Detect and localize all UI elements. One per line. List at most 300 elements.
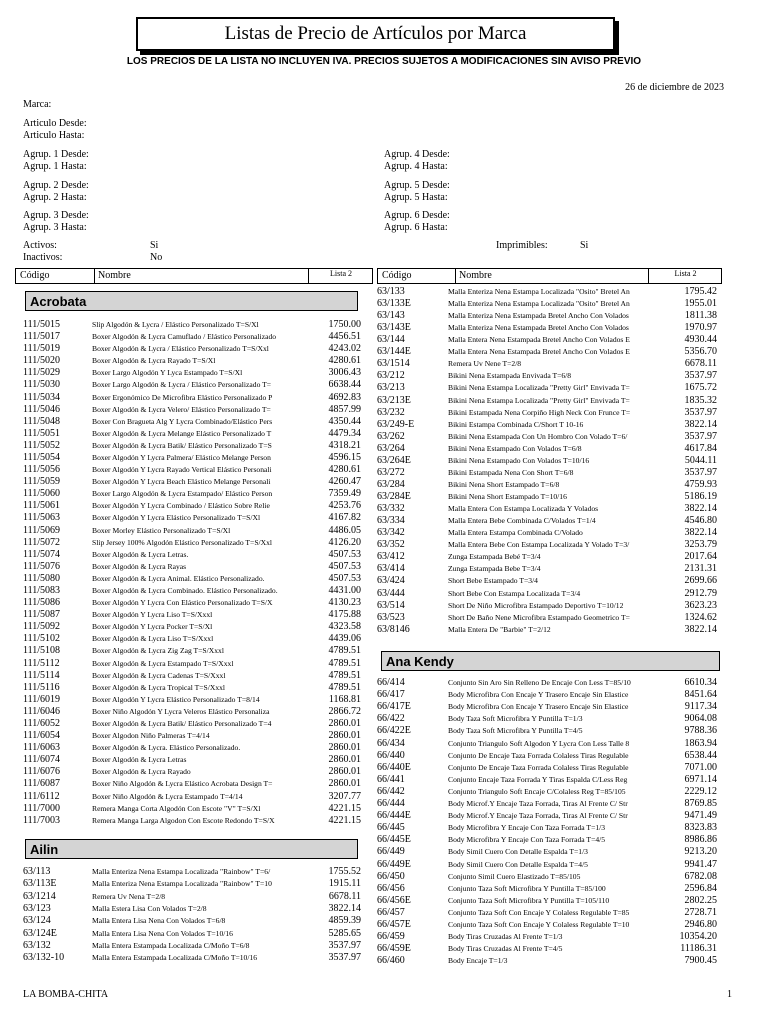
filter-agrup6-hasta: Agrup. 6 Hasta: (384, 222, 448, 233)
item-code: 63/144E (377, 346, 411, 358)
filter-inactivos-label: Inactivos: (23, 252, 63, 263)
item-name: Boxer Algodón & Lycra Zig Zag T=S/Xxxl (92, 646, 224, 656)
item-row (23, 878, 361, 890)
item-row (23, 891, 361, 903)
item-row (377, 871, 717, 883)
item-row (377, 443, 717, 455)
item-name: Boxer Algodón & Lycra Letras (92, 755, 187, 765)
item-name: Body Simil Cuero Con Detalle Espalda T=4/5 (448, 859, 588, 869)
item-name: Malla Entera Bebe Combinada C/Volados T=1/4 (448, 516, 596, 526)
item-price: 3207.77 (328, 790, 361, 802)
item-row (23, 512, 361, 524)
item-row (377, 419, 717, 431)
item-code: 66/460 (377, 955, 405, 967)
item-price: 4439.06 (328, 633, 361, 645)
item-name: Body Taza Soft Microfibra Y Puntilla T=4/5 (448, 726, 583, 736)
item-code: 66/414 (377, 677, 405, 688)
item-price: 4175.88 (328, 609, 361, 621)
item-row (23, 621, 361, 633)
item-name: Short De Baño Nene Microfibra Estampado Geometrico T= (448, 612, 630, 622)
column-lista: Lista 2 (308, 269, 373, 283)
item-price: 3537.97 (328, 939, 361, 951)
item-price: 4692.83 (328, 391, 361, 403)
filter-agrup5-hasta: Agrup. 5 Hasta: (384, 192, 448, 203)
item-name: Conjunto Encaje Taza Forrada Y Tiras Espalda C/Less Reg (448, 774, 628, 784)
item-row (377, 834, 717, 846)
item-price: 5285.65 (328, 927, 361, 939)
item-name: Boxer Algodón & Lycra Rayado T=S/Xl (92, 356, 216, 366)
item-name: Body Microfibra Con Encaje Y Trasero Encaje Sin Elastice (448, 690, 629, 700)
item-row (377, 527, 717, 539)
item-name: Body Microfibra Y Encaje Con Taza Forrada T=4/5 (448, 835, 606, 845)
item-code: 63/334 (377, 515, 405, 527)
item-price: 7359.49 (328, 488, 361, 500)
item-code: 111/5102 (23, 633, 61, 645)
column-codigo: Código (382, 270, 412, 281)
item-name: Short De Niño Microfibra Estampado Deportivo T=10/12 (448, 600, 624, 610)
filter-imprimibles-value: Si (580, 240, 589, 251)
item-code: 63/113E (23, 878, 57, 890)
item-name: Bikini Nena Estampa Localizada "Pretty Girl" Envivada T= (448, 395, 630, 405)
item-row (23, 645, 361, 657)
item-name: Boxer Algodón Y Lycra Con Elástico Personalizado T=S/X (92, 598, 273, 608)
item-name: Conjunto Taza Soft Con Encaje Y Colaless Regulable T=85 (448, 907, 630, 917)
item-price: 1675.72 (684, 382, 717, 394)
item-code: 63/1214 (23, 890, 56, 902)
item-name: Malla Entera Nena Estampada Bretel Ancho Con Volados E (448, 347, 630, 357)
item-row (377, 322, 717, 334)
item-code: 66/457E (377, 919, 411, 930)
item-code: 111/6112 (23, 790, 60, 802)
item-name: Slip Algodón & Lycra / Elástico Personalizado T=S/Xl (92, 320, 259, 329)
item-row (23, 573, 361, 585)
brand-header-acrobata: Acrobata (25, 291, 358, 311)
item-code: 111/7000 (23, 802, 61, 814)
item-row (23, 903, 361, 915)
item-code: 63/342 (377, 527, 405, 539)
item-name: Boxer Algodón Y Lycra Beach Elástico Melange Personali (92, 477, 271, 487)
item-price: 4221.15 (328, 814, 361, 826)
item-name: Boxer Algodon Niño Palmeras T=4/14 (92, 731, 210, 741)
item-code: 111/6076 (23, 766, 61, 778)
item-name: Boxer Algodón Y Lycra Palmera/ Elástico Melange Person (92, 452, 271, 462)
item-row (377, 762, 717, 774)
report-date: 26 de diciembre de 2023 (625, 82, 724, 93)
item-row (377, 310, 717, 322)
item-name: Boxer Algodón Y Lycra Elástico Personalizado T=S/Xl (92, 513, 261, 523)
item-name: Body Microfibra Con Encaje Y Trasero Encaje Sin Elastice (448, 702, 629, 712)
column-header-left (15, 268, 373, 284)
item-row (23, 416, 361, 428)
item-row (23, 428, 361, 440)
footer-company: LA BOMBA-CHITA (23, 989, 109, 1000)
item-row (377, 539, 717, 551)
column-nombre: Nombre (94, 269, 308, 283)
item-name: Boxer Algodón & Lycra Rayas (92, 561, 187, 571)
item-code: 66/444E (377, 810, 411, 822)
item-code: 63/133 (377, 286, 405, 297)
item-price: 4617.84 (684, 442, 717, 454)
item-name: Conjunto Taza Soft Microfibra Y Puntilla T=105/110 (448, 895, 610, 905)
item-name: Boxer Algodón & Lycra Estampado T=S/Xxxl (92, 658, 234, 668)
item-name: Malla Enteriza Nena Estampada Bretel Ancho Con Volados (448, 323, 629, 333)
item-code: 63/132 (23, 939, 51, 951)
item-price: 6678.11 (328, 890, 361, 902)
item-name: Boxer Con Bragueta Alg Y Lycra Combinado/Elástico Pers (92, 416, 273, 426)
item-price: 2912.79 (684, 587, 717, 599)
item-price: 1970.97 (684, 322, 717, 334)
item-code: 111/5046 (23, 403, 61, 415)
item-row (23, 658, 361, 670)
item-price: 2699.66 (684, 575, 717, 587)
item-row (377, 713, 717, 725)
item-price: 8323.83 (684, 822, 717, 834)
item-row (377, 431, 717, 443)
item-name: Conjunto Triangulo Soft Encaje C/Colaless Reg T=85/105 (448, 786, 626, 796)
item-row (23, 928, 361, 940)
item-price: 2229.12 (684, 785, 717, 797)
item-row (377, 955, 717, 967)
item-name: Malla Entera Con Estampa Localizada Y Volados (448, 504, 599, 514)
item-price: 2860.01 (328, 754, 361, 766)
item-code: 63/249-E (377, 418, 415, 430)
item-price: 2946.80 (684, 919, 717, 930)
item-row (23, 476, 361, 488)
item-code: 66/422E (377, 725, 411, 737)
item-row (23, 670, 361, 682)
item-code: 111/5072 (23, 536, 61, 548)
item-code: 111/5034 (23, 391, 61, 403)
item-row (377, 677, 717, 689)
item-row (377, 624, 717, 636)
item-name: Boxer Niño Algodón & Lycra Estampado T=4/14 (92, 791, 243, 801)
item-code: 111/5092 (23, 621, 61, 633)
item-price: 1915.11 (328, 878, 361, 890)
item-price: 4456.51 (328, 331, 361, 343)
item-code: 66/440E (377, 761, 411, 773)
item-price: 4243.02 (328, 343, 361, 355)
filter-agrup4-hasta: Agrup. 4 Hasta: (384, 161, 448, 172)
item-name: Boxer Morley Elástico Personalizado T=S/Xl (92, 525, 231, 535)
item-price: 4221.15 (328, 802, 361, 814)
item-name: Bikini Estampada Nena Con Short T=6/8 (448, 467, 574, 477)
item-name: Body Tiras Cruzadas Al Frente T=4/5 (448, 944, 563, 954)
item-name: Boxer Algodón & Lycra Liso T=S/Xxxl (92, 634, 214, 644)
item-price: 4260.47 (328, 476, 361, 488)
item-name: Body Encaje T=1/3 (448, 956, 508, 966)
item-row (23, 331, 361, 343)
item-price: 2596.84 (684, 882, 717, 894)
item-price: 4479.34 (328, 427, 361, 439)
item-row (377, 407, 717, 419)
item-row (377, 810, 717, 822)
filter-activos-value: Si (150, 240, 159, 251)
item-row (377, 822, 717, 834)
item-price: 3537.97 (684, 370, 717, 382)
item-code: 63/412 (377, 551, 405, 563)
item-row (377, 467, 717, 479)
item-price: 4507.53 (328, 560, 361, 572)
item-price: 1795.42 (684, 286, 717, 297)
item-price: 9117.34 (684, 701, 717, 713)
item-code: 63/124E (23, 927, 57, 939)
item-price: 2860.01 (328, 717, 361, 729)
item-name: Boxer Algodón Y Lycra Liso T=S/Xxxl (92, 610, 213, 620)
item-name: Boxer Algodón Y Lycra Rayado Vertical Elástico Personali (92, 465, 272, 475)
item-name: Bikini Nena Short Estampado T=10/16 (448, 492, 567, 502)
item-name: Remera Manga Corta Algodón Con Escote "V" T=S/Xl (92, 803, 261, 813)
item-name: Conjunto Taza Soft Microfibra Y Puntilla T=85/100 (448, 883, 606, 893)
item-price: 9213.20 (684, 846, 717, 858)
item-price: 4546.80 (684, 515, 717, 527)
item-price: 7900.45 (684, 955, 717, 967)
item-code: 111/5054 (23, 451, 61, 463)
item-price: 7071.00 (684, 761, 717, 773)
item-price: 1750.00 (328, 319, 361, 330)
item-price: 4130.23 (328, 597, 361, 609)
item-name: Body Microf.Y Encaje Taza Forrada, Tiras Al Frente C/ Str (448, 811, 628, 821)
item-row (377, 370, 717, 382)
item-name: Boxer Largo Algodón & Lycra Estampado/ Elástico Person (92, 489, 273, 499)
item-row (23, 633, 361, 645)
report-title: Listas de Precio de Artículos por Marca (136, 17, 615, 51)
filter-agrup1-hasta: Agrup. 1 Hasta: (23, 161, 87, 172)
item-row (23, 404, 361, 416)
item-name: Bikini Nena Estampada Con Un Hombro Con Volado T=6/ (448, 431, 628, 441)
item-name: Short Bebe Con Estampa Localizada T=3/4 (448, 588, 581, 598)
item-code: 63/264E (377, 454, 411, 466)
item-code: 66/457 (377, 906, 405, 918)
item-name: Boxer Algodón & Lycra Batik/ Elástico Personalizado T=S (92, 440, 272, 450)
item-price: 2860.01 (328, 766, 361, 778)
item-code: 111/5086 (23, 597, 61, 609)
item-code: 111/5056 (23, 464, 61, 476)
item-price: 1811.38 (684, 310, 717, 322)
item-code: 63/424 (377, 575, 405, 587)
item-code: 63/232 (377, 406, 405, 418)
item-name: Malla Estera Lisa Con Volados T=2/8 (92, 903, 207, 913)
item-price: 3006.43 (328, 367, 361, 379)
item-name: Boxer Algodón & Lycra Cadenas T=S/Xxxl (92, 670, 226, 680)
item-row (377, 479, 717, 491)
item-code: 66/417E (377, 701, 411, 713)
item-name: Body Simil Cuero Con Detalle Espalda T=1/3 (448, 847, 588, 857)
item-row (23, 379, 361, 391)
item-code: 66/456 (377, 882, 405, 894)
item-price: 8769.85 (684, 798, 717, 809)
item-code: 66/441 (377, 773, 405, 785)
item-price: 3537.97 (328, 952, 361, 964)
item-code: 111/6046 (23, 705, 61, 717)
item-code: 111/5060 (23, 488, 61, 500)
item-row (377, 931, 717, 943)
item-row (377, 701, 717, 713)
item-name: Zunga Estampada Bebe T=3/4 (448, 564, 541, 574)
item-row (23, 585, 361, 597)
item-price: 3253.79 (684, 539, 717, 551)
item-code: 111/5030 (23, 379, 61, 391)
item-name: Remera Uv Nena T=2/8 (92, 891, 166, 901)
item-code: 63/8146 (377, 623, 410, 635)
item-name: Malla Enteriza Nena Estampa Localizada "Osito" Bretel An (448, 299, 630, 309)
item-price: 4789.51 (328, 657, 361, 669)
filter-activos-label: Activos: (23, 240, 57, 251)
item-code: 66/417 (377, 689, 405, 701)
item-name: Malla Entera De "Barbie" T=2/12 (448, 624, 551, 634)
item-name: Malla Entera Estampa Combinada C/Volado (448, 528, 583, 538)
item-name: Malla Entera Lisa Nena Con Volados T=6/8 (92, 916, 226, 926)
item-row (377, 588, 717, 600)
item-row (23, 488, 361, 500)
item-price: 1324.62 (684, 611, 717, 623)
item-row (377, 612, 717, 624)
item-name: Boxer Niño Algodón Y Lycra Veleros Elástico Personaliza (92, 706, 270, 716)
item-code: 111/5080 (23, 572, 61, 584)
item-code: 63/523 (377, 611, 405, 623)
item-name: Conjunto De Encaje Taza Forrada Colaless Tiras Regulable (448, 750, 629, 760)
item-price: 2860.01 (328, 778, 361, 790)
item-price: 6638.44 (328, 379, 361, 391)
item-name: Boxer Algodón & Lycra Velero/ Elástico Personalizado T= (92, 404, 271, 414)
item-price: 3822.14 (684, 623, 717, 635)
item-row (377, 738, 717, 750)
item-code: 111/5112 (23, 657, 60, 669)
item-code: 111/5059 (23, 476, 61, 488)
item-row (23, 706, 361, 718)
item-price: 4431.00 (328, 584, 361, 596)
item-row (23, 525, 361, 537)
item-row (23, 718, 361, 730)
item-price: 2860.01 (328, 730, 361, 742)
item-price: 11186.31 (680, 943, 717, 955)
filter-articulo-hasta: Articulo Hasta: (23, 130, 85, 141)
item-code: 63/1514 (377, 358, 410, 370)
item-code: 63/113 (23, 866, 51, 877)
filter-inactivos-value: No (150, 252, 163, 263)
item-price: 4859.39 (328, 915, 361, 927)
filter-agrup3-hasta: Agrup. 3 Hasta: (23, 222, 87, 233)
item-row (23, 392, 361, 404)
item-code: 111/5087 (23, 609, 61, 621)
item-price: 3623.23 (684, 599, 717, 611)
item-code: 111/7003 (23, 814, 61, 826)
item-name: Short Bebe Estampado T=3/4 (448, 576, 538, 586)
item-price: 4507.53 (328, 548, 361, 560)
item-price: 8451.64 (684, 689, 717, 701)
item-name: Bikini Nena Estampada Envivada T=6/8 (448, 371, 572, 381)
filter-agrup2-hasta: Agrup. 2 Hasta: (23, 192, 87, 203)
item-name: Bikini Estampada Nena Corpiño High Neck Con Frunce T= (448, 407, 631, 417)
item-price: 1168.81 (328, 693, 361, 705)
item-code: 111/6063 (23, 742, 61, 754)
item-code: 63/143E (377, 322, 411, 334)
item-price: 3822.14 (328, 902, 361, 914)
item-code: 66/456E (377, 894, 411, 906)
item-price: 1835.32 (684, 394, 717, 406)
item-row (377, 786, 717, 798)
item-code: 111/5052 (23, 439, 61, 451)
item-row (23, 367, 361, 379)
item-code: 63/284 (377, 478, 405, 490)
item-row (23, 791, 361, 803)
item-code: 63/514 (377, 599, 405, 611)
item-name: Malla Enteriza Nena Estampa Localizada "Rainbow" T=6/ (92, 867, 271, 876)
item-code: 66/442 (377, 785, 405, 797)
item-name: Remera Uv Nene T=2/8 (448, 359, 522, 369)
item-name: Bikini Estampa Combinada C/Short T 10-16 (448, 419, 584, 429)
item-name: Bikini Nena Estampado Con Volados T=10/16 (448, 455, 590, 465)
item-name: Boxer Algodón & Lycra Letras. (92, 549, 189, 559)
item-row (23, 464, 361, 476)
item-price: 4930.44 (684, 334, 717, 346)
item-price: 9064.08 (684, 713, 717, 725)
item-price: 6971.14 (684, 773, 717, 785)
item-row (23, 682, 361, 694)
item-price: 4167.82 (328, 512, 361, 524)
item-code: 111/6052 (23, 717, 61, 729)
item-row (377, 798, 717, 810)
item-name: Boxer Algodón & Lycra Camuflado / Elástico Personalizado (92, 332, 277, 342)
item-row (377, 334, 717, 346)
column-codigo: Código (20, 270, 50, 281)
item-code: 66/459E (377, 943, 411, 955)
item-code: 111/5114 (23, 669, 60, 681)
item-name: Boxer Algodón & Lycra Tropical T=S/Xxxl (92, 682, 226, 692)
item-row (23, 803, 361, 815)
item-price: 3822.14 (684, 418, 717, 430)
item-code: 111/5051 (23, 427, 61, 439)
item-price: 3537.97 (684, 406, 717, 418)
item-row (377, 358, 717, 370)
item-code: 66/445 (377, 822, 405, 834)
item-price: 2866.72 (328, 705, 361, 717)
footer-page-number: 1 (727, 989, 732, 1000)
item-code: 63/133E (377, 298, 411, 310)
item-price: 6610.34 (684, 677, 717, 688)
item-row (377, 382, 717, 394)
item-name: Boxer Algodón & Lycra Rayado (92, 767, 191, 777)
item-price: 4318.21 (328, 439, 361, 451)
item-row (377, 895, 717, 907)
item-row (23, 742, 361, 754)
item-price: 2017.64 (684, 551, 717, 563)
item-name: Boxer Algodón Y Lycra Pocker T=S/Xl (92, 622, 213, 632)
item-name: Malla Enteriza Nena Estampa Localizada "Osito" Bretel An (448, 287, 630, 296)
item-price: 9941.47 (684, 858, 717, 870)
item-price: 4126.20 (328, 536, 361, 548)
item-price: 4507.53 (328, 572, 361, 584)
item-price: 4323.58 (328, 621, 361, 633)
item-row (23, 754, 361, 766)
item-code: 66/445E (377, 834, 411, 846)
item-code: 66/440 (377, 749, 405, 761)
item-row (23, 319, 361, 331)
item-row (23, 778, 361, 790)
item-row (377, 455, 717, 467)
item-price: 10354.20 (679, 931, 717, 943)
item-row (23, 343, 361, 355)
item-row (377, 575, 717, 587)
item-row (23, 866, 361, 878)
item-price: 1955.01 (684, 298, 717, 310)
item-price: 4789.51 (328, 669, 361, 681)
item-price: 2860.01 (328, 742, 361, 754)
item-name: Boxer Algodón Y Lycra Combinado / Elástico Sobre Relie (92, 501, 270, 511)
item-name: Malla Entera Nena Estampada Bretel Ancho Con Volados E (448, 335, 630, 345)
item-name: Conjunto Simil Cuero Elastizado T=85/105 (448, 871, 581, 881)
item-name: Boxer Largo Algodón Y Lyca Estampado T=S/Xl (92, 368, 243, 378)
item-code: 63/272 (377, 466, 405, 478)
